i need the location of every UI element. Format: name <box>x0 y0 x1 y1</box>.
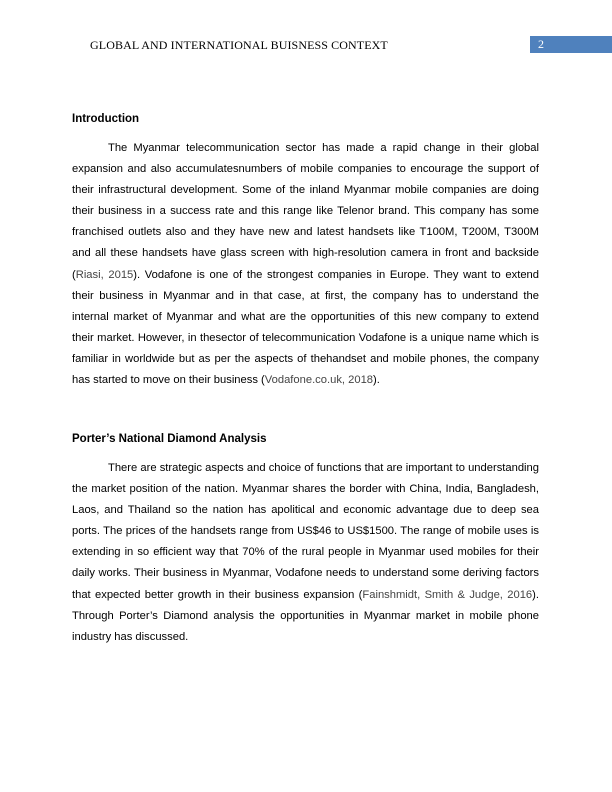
running-header-title: GLOBAL AND INTERNATIONAL BUISNESS CONTEXT <box>90 38 388 52</box>
citation-fainshmidt: Fainshmidt, Smith & Judge, 2016 <box>362 588 533 601</box>
page-number-badge <box>530 36 612 53</box>
intro-text-end: ). <box>373 374 380 387</box>
citation-riasi: Riasi, 2015 <box>75 268 134 281</box>
porter-text-part-1: There are strategic aspects and choice of functions that are important to understanding the market position of the nation. Myanmar shares the border with China, India, Bangladesh, Laos, and Thailand so the nation has apolitical and economic advantage due to deep sea ports. The prices of the handsets range from US$46 to US$1500. The range of mobile uses is extending in so efficient way that 70% of the rural people in Myanmar used mobiles for their daily works. Their business in Myanmar, Vodafone needs to understand some deriving factors that expected better growth in their business expansion ( <box>72 462 539 601</box>
porter-text-part-2: ). Through Porter’s Diamond analysis the opportunities in Myanmar market in mobile phone industry has discussed. <box>72 588 540 643</box>
page-number: 2 <box>538 37 544 51</box>
introduction-paragraph <box>72 138 539 391</box>
intro-text-part-2: ). Vodafone is one of the strongest companies in Europe. They want to extend their business in Myanmar and in that case, at first, the company has to understand the internal market of Myanmar and what are the opportunities of this new company to extend their market. However, in thesector of telecommunication Vodafone is a unique name which is familiar in worldwide but as per the aspects of thehandset and mobile phones, the company has started to move on their business ( <box>72 268 539 387</box>
section-heading-introduction: Introduction <box>72 113 140 125</box>
section-heading-porter: Porter’s National Diamond Analysis <box>72 433 267 445</box>
citation-vodafone: Vodafone.co.uk, 2018 <box>264 374 374 387</box>
intro-text-part-1: The Myanmar telecommunication sector has made a rapid change in their global expansion and also accumulatesnumbers of mobile companies to encourage the support of their infrastructural development. Some of the inland Myanmar mobile companies are doing their business in a success rate and this range like Telenor brand. This company has some franchised outlets also and they have new and latest handsets like T100M, T200M, T300M and all these handsets have glass screen with high-resolution camera in front and backside ( <box>72 142 539 281</box>
porter-paragraph <box>72 458 539 648</box>
